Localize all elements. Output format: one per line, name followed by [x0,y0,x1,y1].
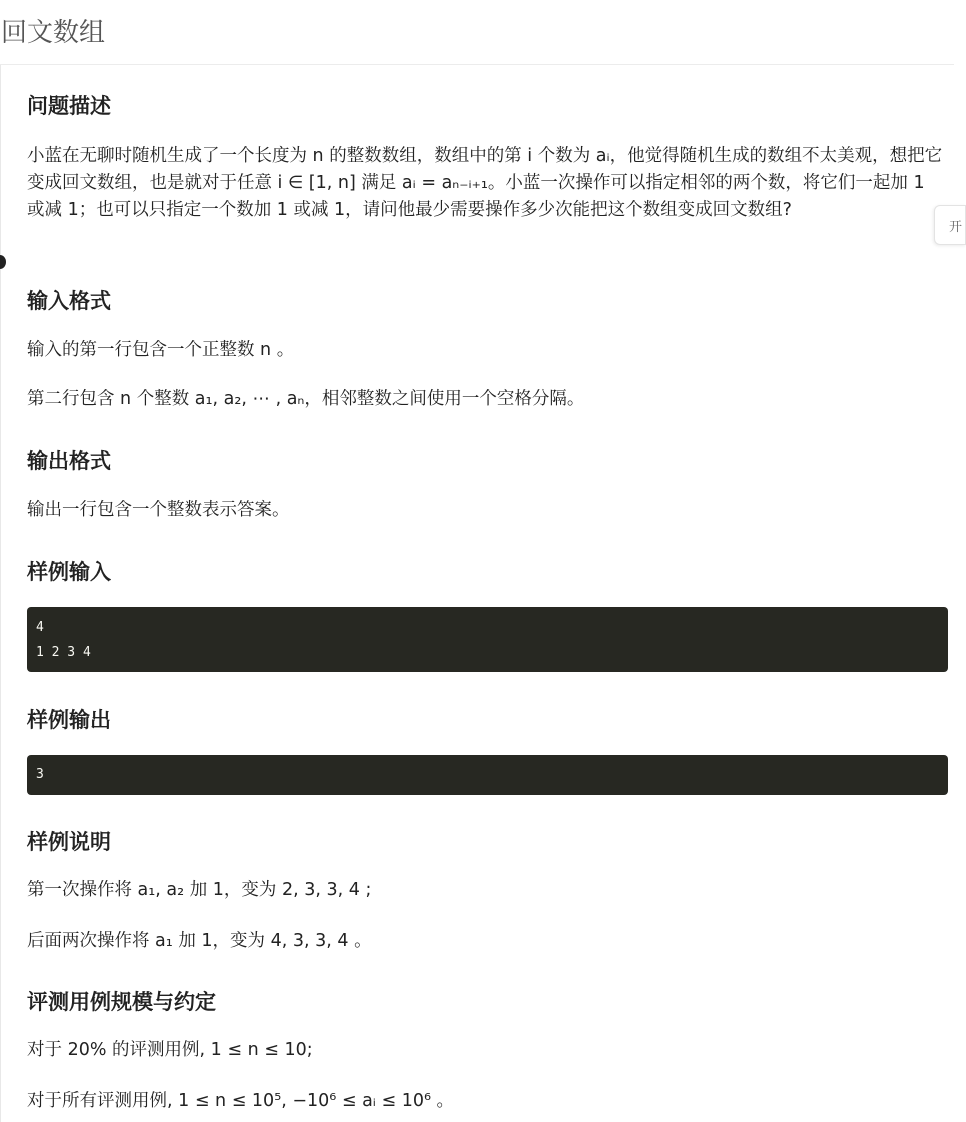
section-heading-input-format: 输入格式 [27,289,111,313]
description-text: 小蓝在无聊时随机生成了一个长度为 n 的整数数组，数组中的第 i 个数为 aᵢ，他觉得随机生成的数组不太美观，想把它变成回文数组，也是就对于任意 i ∈ [1, n] 满足 aᵢ = aₙ₋ᵢ₊₁。小蓝一次操作可以指定相邻的两个数，将它们一起加 1 或减 1；也可以只指定一个数加 1 或减 1，请问他最少需要操作多少次能把这个数组变成回文数组? [27,146,943,220]
sample-output-line-1: 3 [36,767,44,782]
sample-explanation-line-2: 后面两次操作将 a₁ 加 1，变为 4, 3, 3, 4 。 [27,931,372,951]
sample-input-line-1: 4 [36,620,44,635]
sample-input-line-2: 1 2 3 4 [36,645,91,660]
section-heading-sample-output: 样例输出 [27,708,111,732]
section-heading-output-format: 输出格式 [27,449,111,473]
side-tab-label: 开 [949,220,963,235]
input-format-line-2: 第二行包含 n 个整数 a₁, a₂, ⋯ , aₙ，相邻整数之间使用一个空格分隔。 [27,389,585,409]
sample-input-code-block[interactable] [27,607,948,672]
title-bar [0,0,954,65]
input-format-line-1: 输入的第一行包含一个正整数 n 。 [27,340,295,360]
sample-explanation-line-1: 第一次操作将 a₁, a₂ 加 1，变为 2, 3, 3, 4 ; [27,880,372,900]
section-heading-constraints: 评测用例规模与约定 [27,990,216,1014]
resize-handle[interactable] [0,255,6,269]
output-format-line-1: 输出一行包含一个整数表示答案。 [27,500,290,520]
section-heading-sample-input: 样例输入 [27,560,111,584]
section-heading-description: 问题描述 [27,94,111,118]
page-title: 回文数组 [1,18,106,48]
section-heading-sample-explanation: 样例说明 [27,830,111,854]
constraints-line-2: 对于所有评测用例, 1 ≤ n ≤ 10⁵, −10⁶ ≤ aᵢ ≤ 10⁶ 。 [27,1091,455,1111]
sample-output-code-block[interactable] [27,755,948,795]
constraints-line-1: 对于 20% 的评测用例, 1 ≤ n ≤ 10; [27,1040,313,1060]
